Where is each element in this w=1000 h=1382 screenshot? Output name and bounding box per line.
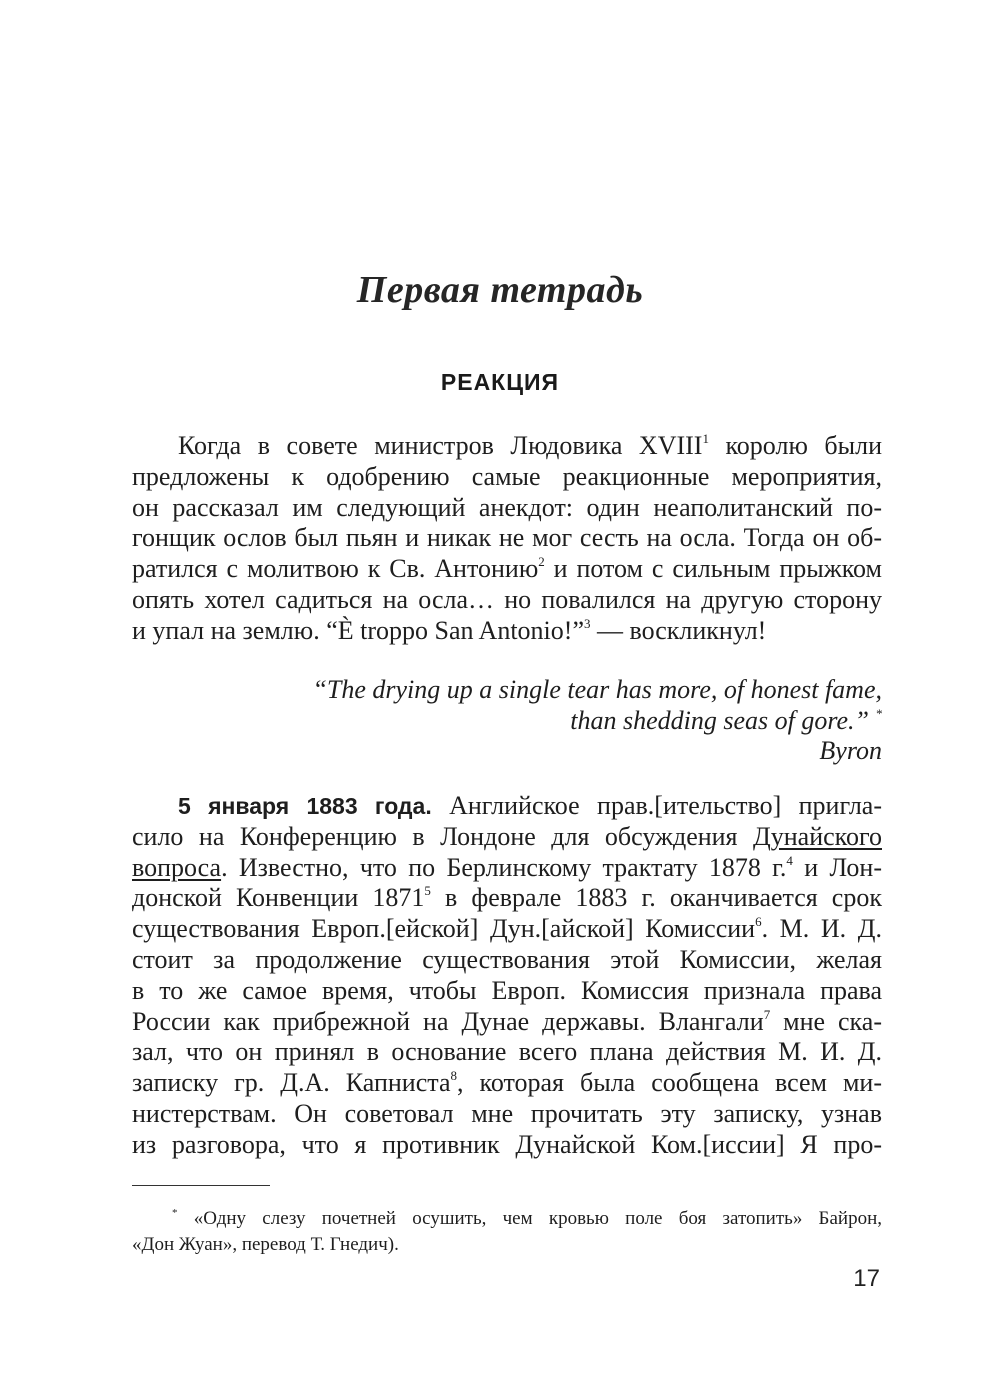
page-number: 17 [853, 1265, 880, 1292]
diary-entry [132, 791, 882, 1161]
entry-line: вопроса. Известно, что по Берлинскому трактату 1878 г.$^4$ и Лон- [132, 852, 882, 882]
epigraph-line-2: than shedding seas of gore.” * [570, 705, 882, 735]
footnote-divider [132, 1185, 270, 1186]
entry-line: записку гр. Д.А. Капниста$^8$, которая была сообщена всем ми- [132, 1068, 883, 1098]
paragraph-line: гонщик ослов был пьян и никак не мог сесть на осла. Тогда он об- [132, 523, 882, 553]
entry-line: из разговора, что я противник Дунайской Ком.[иссии] Я про- [132, 1129, 882, 1159]
chapter-title: Первая тетрадь [356, 269, 644, 311]
epigraph [312, 675, 882, 767]
paragraph-line: предложены к одобрению самые реакционные мероприятия, [132, 461, 882, 491]
epigraph-line-1: “The drying up a single tear has more, of honest fame, [312, 675, 882, 704]
entry-line: стоит за продолжение существования этой Комиссии, желая [132, 944, 882, 974]
epigraph-author: Byron [819, 736, 882, 766]
footnote-line-1: * «Одну слезу почетней осушить, чем кровью поле боя затопить» Байрон, [172, 1207, 882, 1229]
entry-line: существования Европ.[ейской] Дун.[айской] Комиссии$^6$. М. И. Д. [132, 914, 882, 944]
entry-line: сило на Конференцию в Лондоне для обсуждения Дунайского [132, 821, 882, 851]
entry-line: в то же самое время, чтобы Европ. Комиссия признала права [132, 975, 882, 1005]
paragraph-line: опять хотел садиться на осла… но повалился на другую сторону [132, 584, 882, 614]
footnote [132, 1206, 882, 1258]
footnote-line-2: «Дон Жуан», перевод Т. Гнедич). [132, 1234, 399, 1255]
entry-line: России как прибрежной на Дунае державы. Влангали$^7$ мне ска- [132, 1006, 882, 1036]
paragraph-body [132, 431, 882, 647]
paragraph-line: он рассказал им следующий анекдот: один неаполитанский по- [132, 492, 882, 522]
section-title: РЕАКЦИЯ [440, 369, 560, 395]
danube-link: Дунайского [753, 821, 882, 851]
paragraph-line: и упал на землю. “È troppo San Antonio!”$^3$ — воскликнул! [132, 615, 767, 645]
danube-link-cont: вопроса [132, 852, 222, 882]
paragraph-reaction [132, 431, 882, 647]
entry-date: 5 января 1883 года. [178, 793, 432, 819]
footnote-ref: 2 [538, 554, 545, 570]
entry-line: нистерствам. Он советовал мне прочитать эту записку, узнав [132, 1098, 882, 1128]
entry-line: 5 января 1883 года. Английское прав.[ительство] пригла- [178, 791, 882, 820]
footnote-mark: * [172, 1207, 178, 1219]
entry-line: донской Конвенции 1871$^5$ в феврале 1883 г. оканчивается срок [132, 883, 882, 913]
footnote-ref: 3 [583, 615, 591, 631]
paragraph-line: Когда в совете министров Людовика XVIII$^1$ королю были [178, 431, 882, 460]
paragraph-line: ратился с молитвою к Св. Антонию$^2$ и потом с сильным прыжком [132, 554, 882, 584]
entry-body [132, 791, 882, 1161]
footnote-ref: 1 [702, 431, 709, 446]
footnote-ref-star: * [875, 705, 882, 721]
entry-line: зал, что он принял в основание всего плана действия М. И. Д. [132, 1037, 882, 1067]
